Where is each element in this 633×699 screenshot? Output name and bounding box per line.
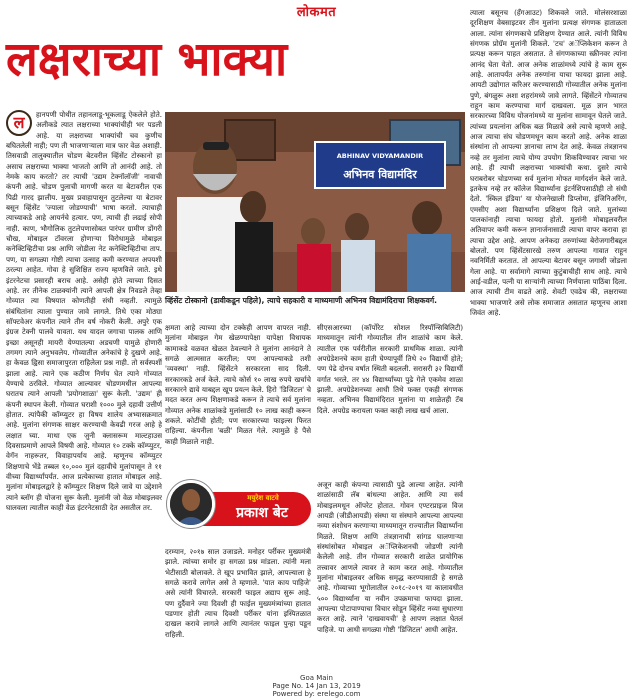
article-column-2	[165, 323, 311, 474]
article-column-6	[165, 547, 311, 685]
dropcap-letter: ल	[13, 112, 25, 132]
newspaper-logo: लोकमत	[296, 5, 337, 20]
column-2-text: क्षमता आहे त्याच्या दोन टक्केही आपण वापरत नाही. मुलांना मोबाइल गेम खेळण्यापेक्षा यापेक्षा विधायक कामाकडे वळवत खेळत ठेवल्याने ते मुलांना आनंदाने ते सगळे आत्मसात करतील; पण आपल्याकडे तशी 'व्यवस्था' नाही. व्हिंसेंटने सरकारला साद दिली. सरकारकडे अर्ज केले. त्याचे कोर्स १० लाख रुपये खर्चाचे सरकारने द्यावे याबद्दल खूप प्रयत्न केले. हिरो 'डिजिटल' चे मदत करत अन्य शिक्षणाकडे करून ते त्याचे सर्व मुलांना गोव्यात अनेक शाळांकडे मुलांसाठी १० लाख काही करून शकले. कोटींची होती; पण सरकारच्या फाइल्स फिरत राहिल्या. कंपनीला 'बळी' मिळत गेले. त्यामुळे हे पैसे काही मिळाले नाही.	[165, 323, 311, 446]
author-photo-icon	[170, 483, 212, 525]
column-4-text: अजून काही कंपन्या त्यासाठी पुढे आल्या आहेत. त्यांनी शाळांसाठी लॅब बांधल्या आहेत. आणि त्या सर्व मोबाइलमधून ऑपरेट होतात. गोवन एण्टरप्राइज विज आयडी (जीडीआयडी) संस्था या संस्थाने आपल्या आपल्या नव्या संशोधन करणाऱ्या माध्यमातून राज्यातील विद्यार्थ्यांना मिळते. शिक्षण आणि तंत्रज्ञानाची सांगड घालणाऱ्या संस्थांसोबत मोबाइल अॅप्लिकेशनची जोडणी त्यांनी केलेली आहे. तीन गोव्यात सरकारी शाळेत प्रायोगिक तत्त्वावर आणले त्यावर ते काम करत आहे. गोव्यातील मुलांना मोबाइलवर अधिक समृद्ध करण्यासाठी हे सगळे आहे. गोव्याच्या भूगोलातील २०१८-२०१९ या कालावधीत ५०० विद्यार्थ्यांना या नवीन उपक्रमाचा फायदा झाला. आपल्या पोटापाण्याचा विचार सोडून व्हिंसेंट नव्या सुधारणा करत आहे. त्याने 'दाखवायची' हे आपण लक्षात घेतलं पाहिजे. या आधी सगळ्या गोष्टी 'डिजिटल' आधी आहेत.	[317, 480, 463, 634]
author-avatar	[167, 480, 215, 528]
article-column-5	[470, 8, 627, 685]
headline	[6, 20, 426, 102]
column-3-text: सीएसआरच्या (कॉर्पोरेट सोशल रिस्पॉन्सिबिलिटी) माध्यमातून त्यांनी गोव्यातील तीन शाळांचे काम केले. त्यातील एक पर्वरीतील सरकारी प्राथमिक शाळा. त्यांनी अपग्रेडेशनचे काम हाती घेण्यापूर्वी तिथे २० विद्यार्थी होते; पण पेढे दोनच वर्षात स्थिती बदलली. सरासरी ३२ विद्यार्थी वर्गात भरले. तर ४४ विद्यार्थ्यांच्या पुढे गेले एकमेव शाळा झाली. अपग्रेडेशनच्या आधी तिथे फक्त एकही संगणक नव्हता. अभिनव विद्यामंदिरात मुलांना या शाळेतही टॅब दिले. अपग्रेड करायला फक्त काही लाख खर्च आला.	[317, 323, 463, 415]
footer-page-date: Page No. 14 Jan 13, 2019	[272, 682, 361, 690]
author-name: मयुरेश वाटवे	[247, 494, 279, 502]
column-5-text: त्याला बसूनच (हँगआउट) शिकवले जाते. मोलंसरशाळा दूरशिक्षण वेबसाइटवर तीन मुलांना प्रत्यक्ष संगणक हाताळता आला. त्यांना संगणकाचे प्रशिक्षण देण्यात आले. त्यांनी विविध संगणक प्रोग्रॅम मुलांनी शिकले. 'टच' अॅप्लिकेशन करून ते प्रत्यक्ष करून पाहत असतात. ते संगणकाच्या स्क्रीनवर त्यांना आनंद घेता येतो. आज अनेक शाळांमध्ये त्यांचे हे काम सुरू आहे. आतापर्यंत अनेक तरुणांना याचा फायदा झाला आहे. आयटी उद्योगात करिअर करण्यासाठी गोव्यातील अनेक मुलांना पुणे, बंगळुरू अशा शहरांमध्ये जावे लागते. व्हिंसेंटने गोव्यातच राहून काम करण्याचा मार्ग दाखवला. मूळ ज्ञान भारत सरकारच्या विविध योजनांमध्ये या मुलांना सामावून घेतले जाते. त्यांच्या प्रयत्नांना अधिक बळ मिळावे असे त्याचे म्हणणे आहे. आज त्याचा संघ चोडणमधून काम करतो आहे. अनेक शाळा संस्थांना तो आपल्या ज्ञानाचा लाभ देत आहे. केवळ तंत्रज्ञानच नव्हे तर मुलांना त्याचे योग्य उपयोग शिकविण्यावर त्याचा भर आहे. ही त्याची लक्षराच्या भाक्यांची कथा. दुसरे त्याचे घराबरोबर चोडणच्या सर्व मुलांना मोफत मार्गदर्शन केले जाते. इतकेच नव्हे तर कॉलेज विद्यार्थ्यांना इंटर्नशिपसाठीही तो संधी देतो. 'स्किल इंडिया' या योजनेखाली डिप्लोमा, इंजिनिअरिंग, एमसीए अशा विद्यार्थ्यांना प्रशिक्षण दिले जाते. मुलांच्या पालकांनाही त्याचा फायदा होतो. मुलांनी मोबाइलवरील अतिवापर कमी करून ज्ञानार्जनासाठी त्याचा वापर करावा हा त्याचा उद्देश आहे. आपण अनेकदा तरुणांच्या बेरोजगारीबद्दल बोलतो. पण व्हिंसेंटसारखे तरुण आपल्या गावात राहून नवनिर्मिती करतात. तो आपल्या बेटावर बसून जगाशी जोडला गेला आहे. या सर्वामागे त्याच्या कुटुंबाचीही साथ आहे. त्याचे आई-वडील, पत्नी या साऱ्यांनी त्याच्या निर्णयाला पाठिंबा दिला. आज त्याची टीम वाढते आहे. शेवटी एवढेच की, लक्षराच्या भाक्या भाजणारे असे लोक समाजात असतात म्हणूनच आशा जिवंत आहे.	[470, 8, 627, 317]
school-sign-english: ABHINAV VIDYAMANDIR	[336, 152, 424, 160]
article-column-4	[317, 480, 463, 685]
footer-powered-by: Powered by: erelego.com	[272, 690, 361, 698]
headline-text: लक्षराच्या भाक्या	[6, 32, 288, 87]
dropcap	[6, 110, 32, 136]
footer-edition: Goa Main	[300, 674, 333, 682]
article-column-1	[6, 110, 162, 685]
article-photo	[165, 112, 465, 292]
column-name: प्रकाश बेट	[236, 505, 288, 521]
author-box	[165, 478, 311, 542]
photo-caption: व्हिंसेंट टोस्कानो (डावीकडून पहिले), त्याचे सहकारी व माध्यमाणी अभिनव विद्यामंदिराचा शिक्षकवर्ग.	[165, 296, 437, 305]
column-6-text: दरम्यान, २०१७ साल उजाडले. मनोहर पर्रीकर मुख्यमंत्री झाले. त्यांच्या समोर हा सगळा प्रश्न मांडला. त्यांनी मला भेटीसाठी बोलावले. ते खूप प्रभावित झाले, आपल्याला हे सगळे करावे लागेल असे ते म्हणाले. 'यात काय पाहिजे' असे त्यांनी विचारले. सरकारी फाइल अद्याप सुरू आहे. पण दुर्दैवाने ज्या दिवशी ही फाईल मुख्यमंत्र्यांच्या हातात पडणार होती त्याच दिवशी पर्रीकर यांना इस्पितळात दाखल करावे लागले आणि त्यानंतर फाइल पुन्हा पडून राहिली.	[165, 547, 311, 639]
column-1-text: हानपणी पोथीत तहानलाडू-भूकलाडू ऐकलेले होते. अलीकडे त्यात लक्षराच्या भाक्यांचीही भर पडली आहे. या लक्षराच्या भाक्यांची चव कुणीच बघितलेली नाही; पण ती भाजणाऱ्याला मात्र फार वेळ अशाही. तिसवाडी तालुक्यातील चोडण बेटवरील व्हिंसेंट टोस्कानो हा असाच लक्षराच्या भाक्या भाजतो आणि तो आनंदी आहे. तो नेमके काय करतो? तर त्याची 'उद्यम टेक्नॉलॉजी' नावाची कंपनी आहे. चोडण पुलाची मागणी करत या बेटावरील एक पिढी गारद झालीय. मुख्य प्रवाहापासून तुटलेल्या या बेटावर बसून व्हिंसेंट 'ज्याला जोडण्याची' भाषा करतो. त्याचाही त्याच्याकडे आहे आयर्नचे हत्यार. पण, त्याची ही लढाई सोपी नाही. काण, भौगोलिक तुटलेपणासोबत पारंपर ग्रामीण डोंगरी चौख, मोबाइल टॉवरला होणाऱ्या विरोधामुळे मोबाइल कनेक्टिव्हिटीचा प्रश्न आणि जोडीला नेट कनेक्टिव्हिटीचा ताप. पण, या सगळ्या गोष्टी त्याचा उत्साह कमी करण्यात अपयशी ठरल्या आहेत. गोवा हे सुशिक्षित राज्य म्हणविले जाते. इथे इंटरनेटचा प्रसारही बराच आहे. असेही होते त्याच्या दिसत आहे. तर तीनेक टाळक्यांनी त्याने आपली क्षेत्र निवडले तेव्हा गोव्यात त्या विषयात कोणतीही संधी नव्हती. त्यामुळे संबंधितांना त्याला पुण्यात जावे लागले. तिथे एका मोठ्या सॉफ्टवेअर कंपनीत त्याने तीन वर्ष नोकरी केली. अपुरे एक इंग्रज टेक्नी पालवे यावता. यथ यादल जगाचा पालक आणि इच्छा असूनही मायरी येण्यातल्या अडचणी यामुळे होणारी तगमग त्याने अनुभवलेय. गोव्यातील अनेकांचे हे दुखणे आहे. हा केवळ ह्विसा समाजापुरता राहिलेला प्रश्न नाही. तो सर्वस्पर्शी झाला आहे. त्याने एक कठीण निर्णय घेत त्याने गोव्यात येण्याचे ठरविले. गोव्यात आल्यावर चोडणमधील आपल्या घरातच त्याने आपली 'प्रयोगशाळा' सुरू केली. 'उद्यम' ही कंपनी स्थापन केली. गोव्यात घराशी १००० मुले दहावी उत्तीर्ण होतात. त्यांपैकी कॉम्प्युटर हा विषय शालेय अभ्यासक्रमात आहे. मुलांना संगणक साक्षर करण्याची केवढी गरज आहे हे लक्षात घ्या. माथा एक जुनी क्लासरूम माल्टहाउस दिवसाप्रमाणे आपले विषयी आहे. गोव्यात १० टक्के कॉम्प्युटर, वेगॅन नाहरूतर, विवाहापर्याय आहे. म्हणूनच कॉम्प्युटर शिक्षणाचे भेंडे तब्बल १०,००० मुलं दहावीचे मुलांपासून ते ११ वीच्या विद्यार्थ्यांपर्यंत. आज प्रत्येकाच्या हातात मोबाइल आहे. मुलांना मोबाइलद्वारे हे कॉम्प्युटर शिक्षण दिले जावे या उद्देशाने त्याने ब्लॉग ही योजना सुरू केली. मुलांनी जो वेळ मोबाइलवर घालवला त्यातील काही वेळ इंटरनेटसाठी देत असतील तर.	[6, 110, 162, 513]
page-footer	[0, 674, 633, 699]
photo-illustration	[165, 112, 465, 292]
school-sign-marathi: अभिनव विद्यामंदिर	[343, 168, 417, 181]
article-column-3	[317, 323, 463, 474]
